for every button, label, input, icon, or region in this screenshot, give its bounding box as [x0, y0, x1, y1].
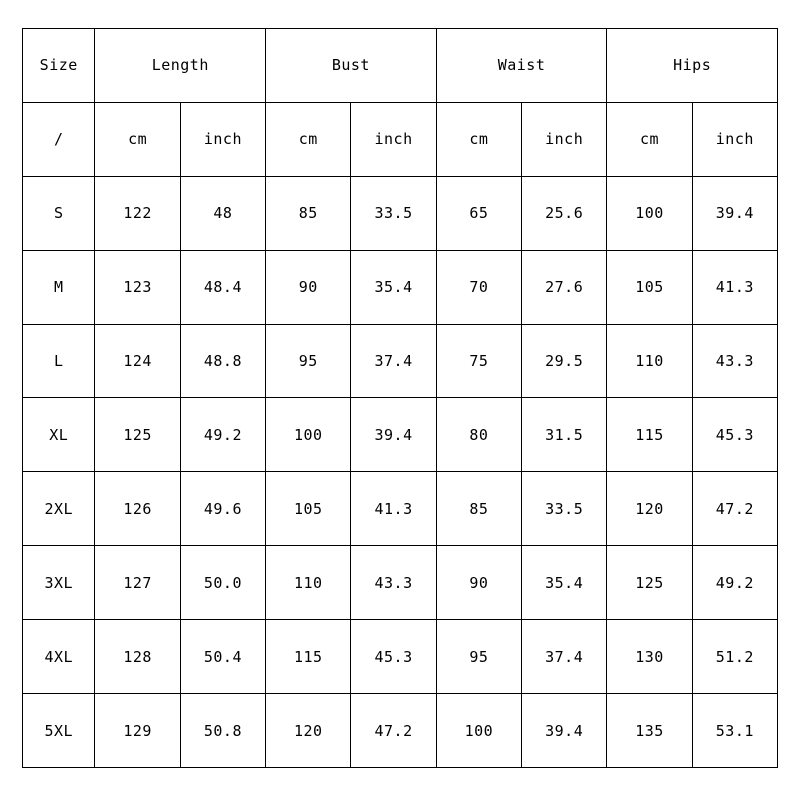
cell-waist-inch: 27.6 — [522, 250, 607, 324]
unit-cell-waist-cm: cm — [436, 102, 521, 176]
size-chart-table — [22, 28, 778, 768]
table-row — [23, 620, 778, 694]
cell-hips-inch: 49.2 — [692, 546, 777, 620]
cell-hips-cm: 130 — [607, 620, 692, 694]
table-row — [23, 546, 778, 620]
cell-bust-cm: 85 — [266, 176, 351, 250]
cell-bust-cm: 110 — [266, 546, 351, 620]
cell-length-inch: 49.6 — [180, 472, 265, 546]
cell-hips-cm: 120 — [607, 472, 692, 546]
header-cell-hips: Hips — [607, 29, 778, 103]
cell-length-cm: 126 — [95, 472, 180, 546]
cell-hips-inch: 41.3 — [692, 250, 777, 324]
cell-hips-cm: 105 — [607, 250, 692, 324]
cell-waist-inch: 35.4 — [522, 546, 607, 620]
cell-waist-cm: 95 — [436, 620, 521, 694]
table-row — [23, 176, 778, 250]
cell-waist-inch: 31.5 — [522, 398, 607, 472]
cell-bust-cm: 95 — [266, 324, 351, 398]
cell-waist-inch: 37.4 — [522, 620, 607, 694]
row-size-label: 2XL — [23, 472, 95, 546]
row-size-label: 5XL — [23, 694, 95, 768]
cell-length-cm: 129 — [95, 694, 180, 768]
cell-waist-cm: 80 — [436, 398, 521, 472]
cell-waist-cm: 100 — [436, 694, 521, 768]
unit-cell-waist-inch: inch — [522, 102, 607, 176]
cell-hips-inch: 45.3 — [692, 398, 777, 472]
cell-waist-inch: 29.5 — [522, 324, 607, 398]
row-size-label: L — [23, 324, 95, 398]
row-size-label: XL — [23, 398, 95, 472]
table-row — [23, 472, 778, 546]
cell-length-inch: 48.4 — [180, 250, 265, 324]
cell-bust-inch: 33.5 — [351, 176, 436, 250]
cell-bust-inch: 43.3 — [351, 546, 436, 620]
cell-hips-inch: 39.4 — [692, 176, 777, 250]
unit-cell-length-cm: cm — [95, 102, 180, 176]
cell-hips-inch: 47.2 — [692, 472, 777, 546]
unit-cell-hips-inch: inch — [692, 102, 777, 176]
cell-length-cm: 128 — [95, 620, 180, 694]
cell-bust-cm: 120 — [266, 694, 351, 768]
cell-bust-inch: 45.3 — [351, 620, 436, 694]
cell-waist-cm: 75 — [436, 324, 521, 398]
cell-length-inch: 48.8 — [180, 324, 265, 398]
header-cell-waist: Waist — [436, 29, 607, 103]
table-row — [23, 324, 778, 398]
cell-length-inch: 49.2 — [180, 398, 265, 472]
cell-waist-cm: 90 — [436, 546, 521, 620]
cell-length-cm: 125 — [95, 398, 180, 472]
unit-cell-bust-cm: cm — [266, 102, 351, 176]
row-size-label: M — [23, 250, 95, 324]
cell-bust-inch: 37.4 — [351, 324, 436, 398]
cell-length-cm: 124 — [95, 324, 180, 398]
cell-waist-cm: 70 — [436, 250, 521, 324]
cell-bust-cm: 105 — [266, 472, 351, 546]
cell-waist-inch: 25.6 — [522, 176, 607, 250]
row-size-label: S — [23, 176, 95, 250]
cell-bust-inch: 39.4 — [351, 398, 436, 472]
cell-bust-cm: 115 — [266, 620, 351, 694]
row-size-label: 4XL — [23, 620, 95, 694]
cell-waist-cm: 85 — [436, 472, 521, 546]
cell-bust-inch: 47.2 — [351, 694, 436, 768]
table-row — [23, 250, 778, 324]
table-row — [23, 694, 778, 768]
header-cell-length: Length — [95, 29, 266, 103]
header-cell-size: Size — [23, 29, 95, 103]
cell-waist-inch: 39.4 — [522, 694, 607, 768]
unit-cell-bust-inch: inch — [351, 102, 436, 176]
unit-cell-length-inch: inch — [180, 102, 265, 176]
cell-bust-inch: 41.3 — [351, 472, 436, 546]
cell-hips-cm: 100 — [607, 176, 692, 250]
cell-hips-cm: 110 — [607, 324, 692, 398]
unit-cell-hips-cm: cm — [607, 102, 692, 176]
cell-bust-cm: 90 — [266, 250, 351, 324]
cell-length-inch: 50.8 — [180, 694, 265, 768]
cell-length-inch: 50.0 — [180, 546, 265, 620]
cell-bust-cm: 100 — [266, 398, 351, 472]
cell-length-inch: 48 — [180, 176, 265, 250]
row-size-label: 3XL — [23, 546, 95, 620]
cell-length-cm: 123 — [95, 250, 180, 324]
table-row — [23, 398, 778, 472]
cell-waist-inch: 33.5 — [522, 472, 607, 546]
cell-length-inch: 50.4 — [180, 620, 265, 694]
cell-length-cm: 122 — [95, 176, 180, 250]
unit-cell-size: / — [23, 102, 95, 176]
cell-hips-inch: 53.1 — [692, 694, 777, 768]
cell-hips-inch: 51.2 — [692, 620, 777, 694]
cell-hips-cm: 135 — [607, 694, 692, 768]
cell-hips-cm: 125 — [607, 546, 692, 620]
cell-waist-cm: 65 — [436, 176, 521, 250]
header-cell-bust: Bust — [266, 29, 437, 103]
cell-bust-inch: 35.4 — [351, 250, 436, 324]
cell-hips-inch: 43.3 — [692, 324, 777, 398]
table-header-units — [23, 102, 778, 176]
cell-length-cm: 127 — [95, 546, 180, 620]
table-header-groups — [23, 29, 778, 103]
cell-hips-cm: 115 — [607, 398, 692, 472]
